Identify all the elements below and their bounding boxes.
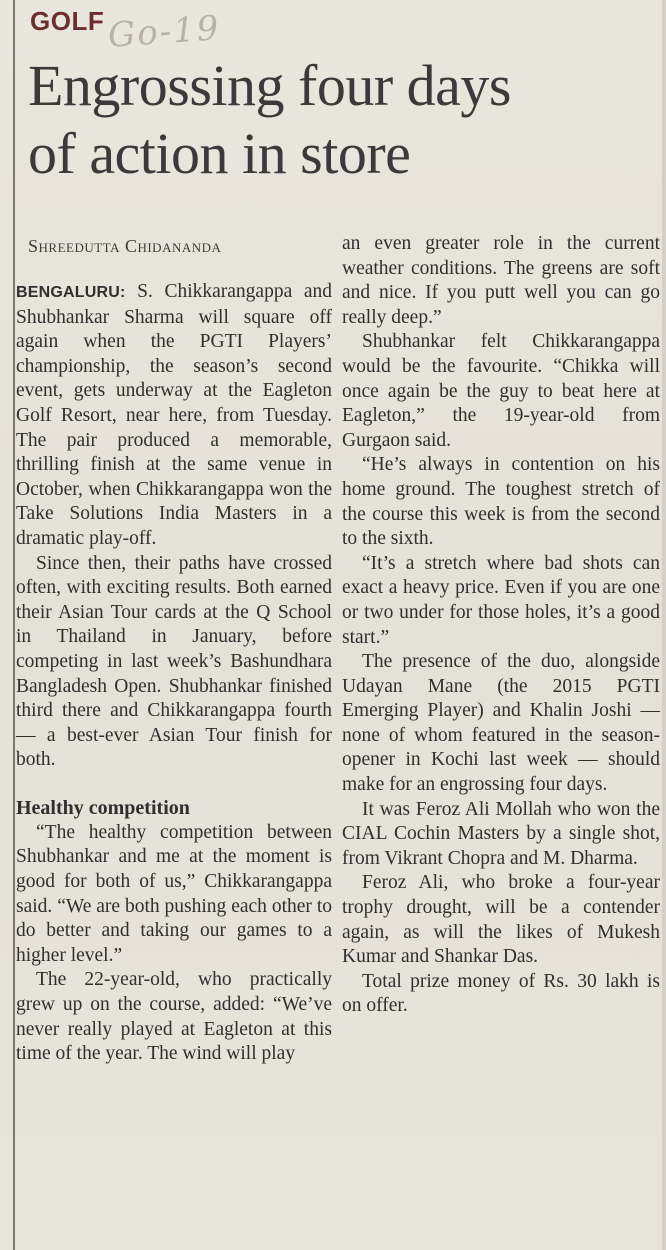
section-label: GOLF bbox=[30, 6, 105, 36]
column-rule bbox=[13, 0, 15, 1250]
handwritten-note: Go-19 bbox=[106, 8, 222, 56]
article-paragraph: The 22-year-old, who practically grew up on the course, added: “We’ve never really played at Eagleton at this time of the year. The wind will play bbox=[16, 969, 332, 1065]
headline-line-1: Engrossing four days bbox=[28, 53, 511, 118]
article-paragraph: “He’s always in contention on his home ground. The toughest stretch of the course this week is from the second to the sixth. bbox=[342, 454, 660, 550]
article-paragraph: “It’s a stretch where bad shots can exact a heavy price. Even if you are one or two under for those holes, it’s a good start.” bbox=[342, 552, 660, 648]
spacer bbox=[16, 773, 332, 785]
article-column-right bbox=[342, 232, 660, 1019]
article-paragraph: “The healthy competition between Shubhankar and me at the moment is good for both of us,” Chikkarangappa said. “We are both pushing each other to do better and taking our games to a higher level.” bbox=[16, 821, 332, 966]
article-paragraph: an even greater role in the current weather conditions. The greens are soft and nice. If you putt well you can go really deep.” bbox=[342, 233, 660, 328]
subheading: Healthy competition bbox=[16, 796, 190, 819]
headline bbox=[28, 52, 658, 188]
headline-line-2: of action in store bbox=[28, 121, 411, 186]
article-paragraph: It was Feroz Ali Mollah who won the CIAL Cochin Masters by a single shot, from Vikrant Chopra and M. Dharma. bbox=[342, 798, 660, 869]
article-paragraph: Feroz Ali, who broke a four-year trophy drought, will be a contender again, as will the likes of Mukesh Kumar and Shankar Das. bbox=[342, 872, 660, 968]
paragraph-text: S. Chikkarangappa and Shubhankar Sharma will square off again when the PGTI Players’ championship, the season’s second event, gets underway at the Eagleton Golf Resort, near here, from Tuesday. The pair produced a memorable, thrilling finish at the same venue in October, when Chikkarangappa won the Take Solutions India Masters in a dramatic play-off. bbox=[16, 281, 332, 549]
article-paragraph: Shubhankar felt Chikkarangappa would be the favourite. “Chikka will once again be the guy to beat here at Eagleton,” the 19-year-old from Gurgaon said. bbox=[342, 331, 660, 451]
article-paragraph: Since then, their paths have crossed often, with exciting results. Both earned their Asian Tour cards at the Q School in Thailand in January, before competing in last week’s Bashundhara Bangladesh Open. Shubhankar finished third there and Chikkarangappa fourth — a best-ever Asian Tour finish for both. bbox=[16, 552, 332, 771]
byline: Shreedutta Chidananda bbox=[28, 236, 222, 256]
page-edge bbox=[662, 0, 666, 1250]
article-paragraph: The presence of the duo, alongside Udayan Mane (the 2015 PGTI Emerging Player) and Khalin Joshi — none of whom featured in the season-opener in Kochi last week — should make for an engrossing four days. bbox=[342, 651, 660, 796]
dateline: BENGALURU: bbox=[16, 284, 126, 301]
article-column-left bbox=[16, 232, 332, 1067]
article-paragraph: Total prize money of Rs. 30 lakh is on offer. bbox=[342, 970, 660, 1017]
article-paragraph bbox=[16, 280, 332, 552]
